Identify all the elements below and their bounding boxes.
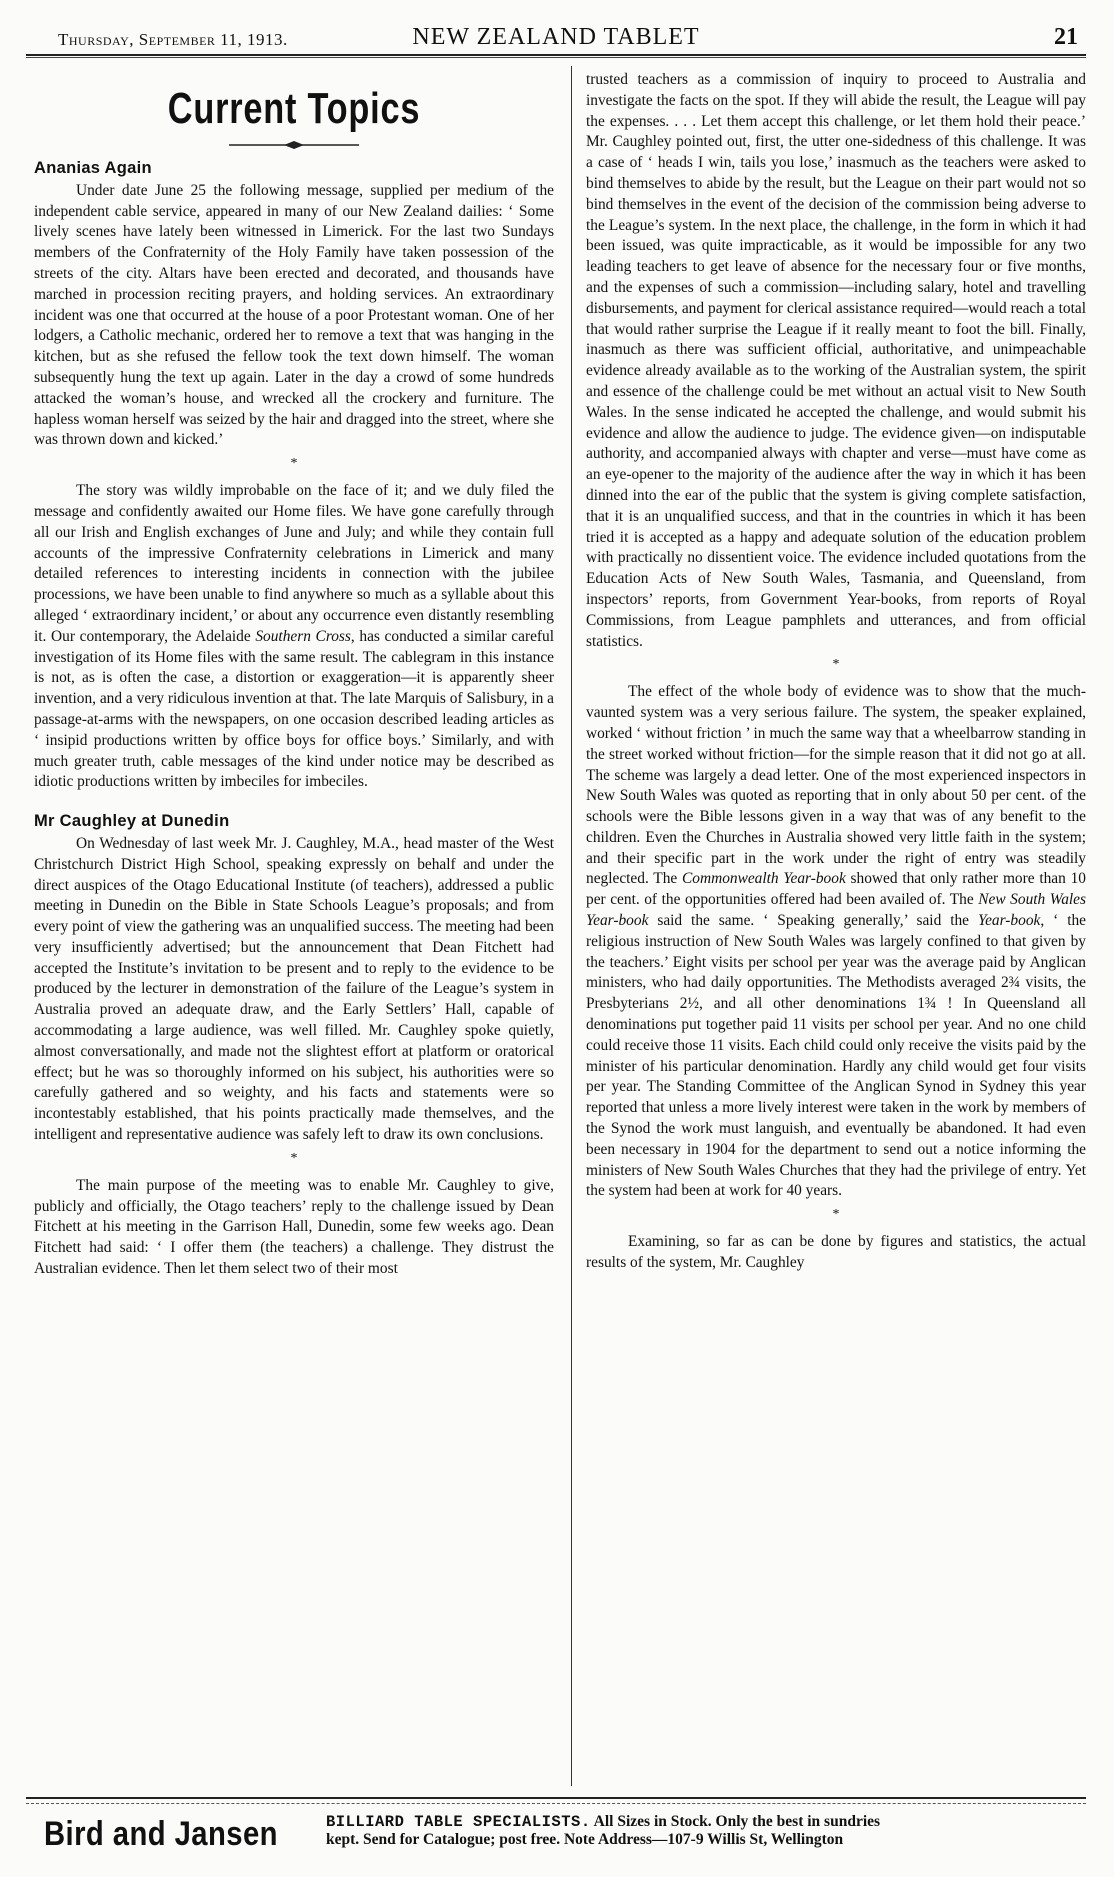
publication-title: Year-book: [977, 912, 1041, 930]
article-paragraph: Under date June 25 the following message, supplied per medium of the independent cable service, appeared in many of our New Zealand dailies: ‘ Some lively scenes have lately been witnessed in Limerick. For the last two Sundays members of the Confraternity of the Holy Family have taken possession of the streets of the city. Altars have been erected and decorated, and thousands have marched in procession reciting prayers, and holding services. An extraordinary incident was one that occurred at the house of a poor Protestant woman. One of her lodgers, a Catholic mechanic, ordered her to remove a text that was hanging in the kitchen, but as she refused the fellow took the text down himself. The woman subsequently hung the text up again. Later in the day a crowd of some hundreds attacked the woman’s house, and wrecked all the crockery and furniture. The hapless woman herself was seized by the hair and dragged into the street, where she was thrown down and kicked.’: [34, 181, 554, 449]
article-paragraph: Examining, so far as can be done by figures and statistics, the actual results of the system, Mr. Caughley: [586, 1233, 1086, 1272]
left-column: [34, 70, 554, 1280]
advertisement-text: BILLIARD TABLE SPECIALISTS. All Sizes in Stock. Only the best in sundries kept. Send for Catalogue; post free. Note Address—107-9 Willis St, Wellington: [326, 1813, 881, 1848]
article-paragraph: The effect of the whole body of evidence was to show that the much-vaunted system was a very serious failure. The system, the speaker explained, worked ‘ without friction ’ in much the same way that a wheelbarrow standing in the street worked without friction—for the simple reason that it did not go at all. The scheme was largely a dead letter. One of the most experienced inspectors in New South Wales was quoted as reporting that in only about 50 per cent. of the schools were the Bible lessons given in a way that was of any benefit to the children. Even the Churches in Australia showed very little faith in the system; and their specific part in the work under the right of entry was steadily neglected. The Commonwealth Year-book showed that only rather more than 10 per cent. of the opportunities offered had been availed of. The New South Wales Year-book said the same. ‘ Speaking generally,’ said the Year-book, ‘ the religious instruction of New South Wales was largely confined to that given by the teachers.’ Eight visits per school per year was the average paid by Anglican ministers, who had daily opportunities. The Methodists averaged 2¾ visits, the Presbyterians 2½, and all other denominations 1¾ ! In Queensland all denominations put together paid 11 visits per school per year. And no one child could receive those 11 visits. Each child could only receive the visits paid by the minister of his particular denomination. Hardly any child would get four visits per year. The Standing Committee of the Anglican Synod in Sydney this year reported that unless a more lively interest were taken in the work by members of the Synod the work must languish, and eventually be abandoned. It had even been necessary in 1904 for the department to send out a notice informing the ministers of New South Wales Churches that they had the privilege of entry. Yet the system had been at work for 40 years.: [586, 683, 1086, 1200]
column-divider: [571, 66, 572, 1786]
ad-headline: BILLIARD TABLE SPECIALISTS.: [326, 1813, 591, 1831]
publication-title: Commonwealth Year-book: [682, 870, 846, 888]
article-heading: Ananias Again: [34, 159, 152, 177]
ornament-rule-icon: [229, 140, 359, 150]
section-title: Current Topics: [167, 84, 421, 133]
advertisement: [26, 1797, 1086, 1863]
section-separator: *: [290, 456, 298, 472]
issue-date: Thursday, September 11, 1913.: [58, 30, 288, 49]
article-paragraph: On Wednesday of last week Mr. J. Caughley, M.A., head master of the West Christchurch District High School, speaking expressly on behalf and under the direct auspices of the Otago Educational Institute (of teachers), addressed a public meeting in Dunedin on the Bible in State Schools League’s proposals; and from every point of view the gathering was an unqualified success. The meeting had been very insufficiently advertised; but the announcement that Dean Fitchett had accepted the Institute’s invitation to be present and to reply to the evidence to be produced by the lecturer in demonstration of the failure of the League’s system in Australia proved an adequate draw, and the Early Settlers’ Hall, capable of accommodating a large audience, was well filled. Mr. Caughley spoke quietly, almost conversationally, and made not the slightest effort at platform or oratorical effect; but he was so thoroughly informed on his subject, his authorities were so carefully gathered and so weighty, and his facts and statements were so incontestably established, that his points practically made themselves, and the intelligent and representative audience was safely left to draw its own conclusions.: [34, 834, 554, 1144]
article-paragraph: trusted teachers as a commission of inquiry to proceed to Australia and investigate the facts on the spot. If they will abide the result, the League will pay the expenses. . . . Let them accept this challenge, or let them hold their peace.’ Mr. Caughley pointed out, first, the utter one-sidedness of this challenge. It was a case of ‘ heads I win, tails you lose,’ inasmuch as the teachers were asked to bind themselves to abide by the result, but the League on their part would not so bind themselves in the event of the decision of the commission being adverse to the League’s system. In the next place, the challenge, in the form in which it had been issued, was quite impracticable, as it would be impossible for any two leading teachers to get leave of absence for the necessary four or five months, and the expenses of such a commission—including salary, hotel and travelling disbursements, and payment for clerical assistance required—would reach a total that would rather surprise the League if it really meant to foot the bill. Finally, inasmuch as there was sufficient official, authoritative, and unimpeachable evidence already available as to the working of the Australian system, the spirit and essence of the challenge could be met without an actual visit to New South Wales. In the sense indicated he accepted the challenge, and would submit his evidence and allow the audience to judge. The evidence given—on indisputable authority, and accompanied always with chapter and verse—must have come as an eye-opener to the majority of the audience after the way in which it has been dinned into the ear of the public that the system is giving complete satisfaction, that it is an unqualified success, and that in the countries in which it has been tried it is accepted as a happy and adequate solution of the education problem with practically no dissentient voice. The evidence included quotations from the Education Acts of New South Wales, Tasmania, and Queensland, from inspectors’ reports, from Government Year-books, from reports of Royal Commissions, from League pamphlets and utterances, and from official statistics.: [586, 71, 1086, 650]
advertiser-name: Bird and Jansen: [44, 1815, 278, 1853]
ad-details: kept. Send for Catalogue; post free. Note Address—107-9 Willis St, Wellington: [326, 1831, 844, 1848]
section-separator: *: [290, 1150, 298, 1166]
right-column: [586, 70, 1086, 1274]
publication-title: New South Wales Year-book: [586, 891, 1086, 930]
article-paragraph: The main purpose of the meeting was to enable Mr. Caughley to give, publicly and officially, the Otago teachers’ reply to the challenge issued by Dean Fitchett at his meeting in the Garrison Hall, Dunedin, some few weeks ago. Dean Fitchett had said: ‘ I offer them (the teachers) a challenge. They distrust the Australian evidence. Then let them select two of their most: [34, 1176, 554, 1278]
publication-title: Southern Cross: [255, 627, 351, 645]
section-separator: *: [832, 657, 840, 673]
article-heading: Mr Caughley at Dunedin: [34, 812, 230, 831]
article-paragraph: The story was wildly improbable on the face of it; and we duly filed the message and confidently awaited our Home files. We have gone carefully through all our Irish and English exchanges of June and July; and while they contain full accounts of the impressive Confraternity celebrations in Limerick and many detailed references to interesting incidents in connection with the jubilee processions, we have been unable to find anywhere so much as a syllable about this alleged ‘ extraordinary incident,’ or about any occurrence even distantly resembling it. Our contemporary, the Adelaide Southern Cross, has conducted a similar careful investigation of its Home files with the same result. The cablegram in this instance is not, as is often the case, a distortion or exaggeration—it is apparently sheer invention, and a very ridiculous invention at that. The late Marquis of Salisbury, in a passage-at-arms with the newspapers, on one occasion described leading articles as ‘ insipid productions written by office boys for office boys.’ Similarly, and with much greater truth, cable messages of the kind under notice may be described as idiotic productions written by imbeciles for imbeciles.: [34, 482, 555, 791]
page-header: [26, 24, 1086, 56]
header-rule: [26, 57, 1086, 58]
section-separator: *: [832, 1207, 840, 1223]
page-number: 21: [1054, 24, 1078, 50]
masthead-title: NEW ZEALAND TABLET: [412, 24, 700, 50]
